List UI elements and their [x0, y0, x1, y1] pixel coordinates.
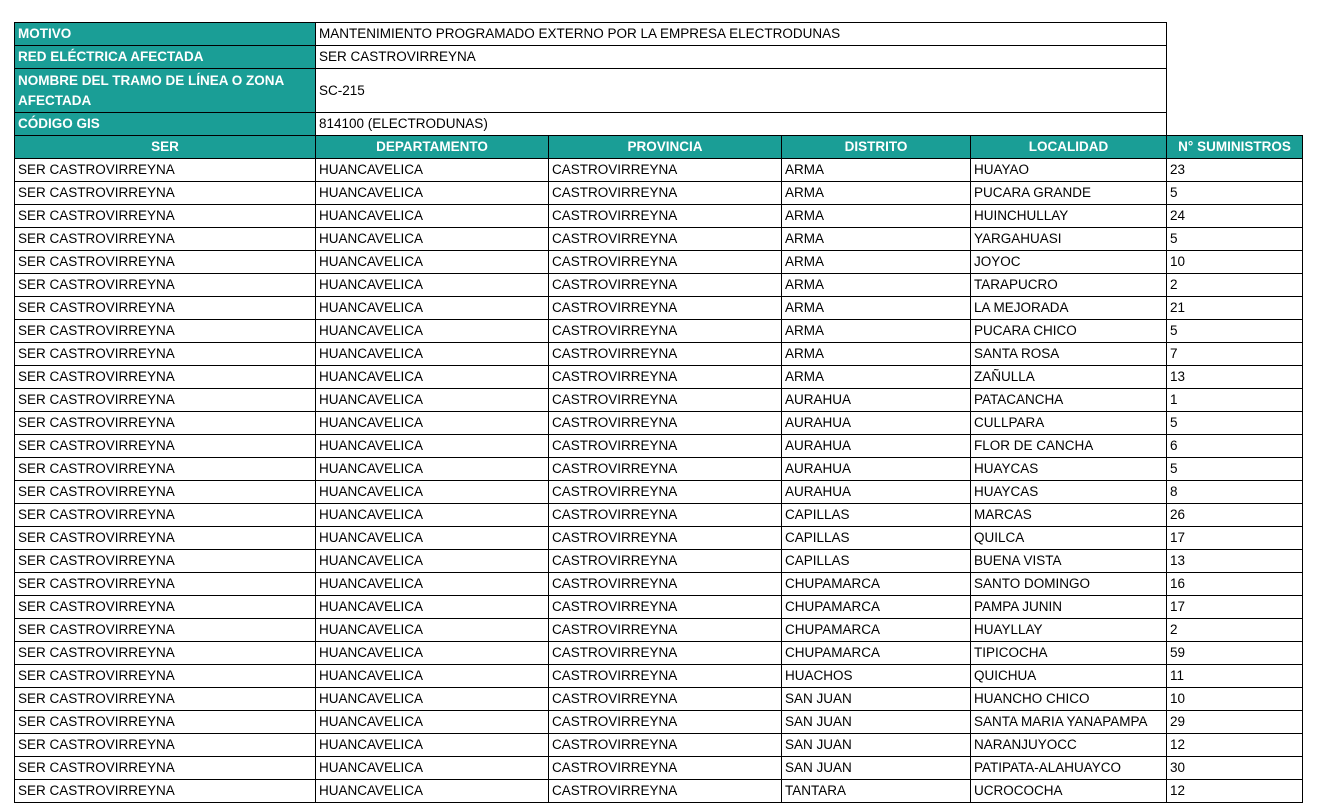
table-cell: HUANCAVELICA — [316, 688, 549, 711]
table-cell: TANTARA — [782, 780, 971, 803]
table-row — [15, 573, 1303, 596]
meta-label: NOMBRE DEL TRAMO DE LÍNEA O ZONA AFECTADA — [15, 69, 316, 113]
table-cell: ARMA — [782, 320, 971, 343]
table-row — [15, 389, 1303, 412]
table-cell: SER CASTROVIRREYNA — [15, 688, 316, 711]
table-cell: 12 — [1167, 780, 1303, 803]
table-cell: 5 — [1167, 182, 1303, 205]
table-cell: HUANCAVELICA — [316, 711, 549, 734]
table-cell: CAPILLAS — [782, 504, 971, 527]
table-cell: HUANCAVELICA — [316, 527, 549, 550]
table-cell: 30 — [1167, 757, 1303, 780]
table-cell: HUANCAVELICA — [316, 205, 549, 228]
table-cell: 59 — [1167, 642, 1303, 665]
table-cell: CULLPARA — [971, 412, 1167, 435]
table-cell: HUANCHO CHICO — [971, 688, 1167, 711]
column-header: PROVINCIA — [549, 136, 782, 159]
table-cell: SAN JUAN — [782, 688, 971, 711]
table-cell: SER CASTROVIRREYNA — [15, 596, 316, 619]
table-cell: 16 — [1167, 573, 1303, 596]
table-row — [15, 527, 1303, 550]
table-cell: CASTROVIRREYNA — [549, 228, 782, 251]
table-cell: SER CASTROVIRREYNA — [15, 780, 316, 803]
table-row — [15, 412, 1303, 435]
table-cell: CASTROVIRREYNA — [549, 205, 782, 228]
table-cell: 2 — [1167, 274, 1303, 297]
table-cell: 7 — [1167, 343, 1303, 366]
meta-row — [15, 23, 1303, 46]
table-cell: CASTROVIRREYNA — [549, 182, 782, 205]
table-cell: HUANCAVELICA — [316, 619, 549, 642]
table-cell: CASTROVIRREYNA — [549, 320, 782, 343]
table-cell: SER CASTROVIRREYNA — [15, 435, 316, 458]
table-row — [15, 366, 1303, 389]
table-cell: SER CASTROVIRREYNA — [15, 389, 316, 412]
column-header: DEPARTAMENTO — [316, 136, 549, 159]
table-cell: TIPICOCHA — [971, 642, 1167, 665]
table-cell: HUAYLLAY — [971, 619, 1167, 642]
meta-label: CÓDIGO GIS — [15, 113, 316, 136]
table-cell: SER CASTROVIRREYNA — [15, 182, 316, 205]
table-cell: CASTROVIRREYNA — [549, 412, 782, 435]
table-cell: HUANCAVELICA — [316, 228, 549, 251]
table-cell: AURAHUA — [782, 458, 971, 481]
table-cell: CASTROVIRREYNA — [549, 504, 782, 527]
table-cell: HUANCAVELICA — [316, 504, 549, 527]
meta-row — [15, 69, 1303, 113]
table-cell: SER CASTROVIRREYNA — [15, 458, 316, 481]
table-cell: ARMA — [782, 251, 971, 274]
table-cell: HUANCAVELICA — [316, 734, 549, 757]
table-cell: HUANCAVELICA — [316, 481, 549, 504]
table-cell: HUAYAO — [971, 159, 1167, 182]
table-cell: HUANCAVELICA — [316, 780, 549, 803]
table-row — [15, 642, 1303, 665]
table-cell: PAMPA JUNIN — [971, 596, 1167, 619]
table-cell: SAN JUAN — [782, 711, 971, 734]
table-row — [15, 458, 1303, 481]
table-cell: 5 — [1167, 458, 1303, 481]
table-cell: SER CASTROVIRREYNA — [15, 205, 316, 228]
table-cell: SER CASTROVIRREYNA — [15, 642, 316, 665]
table-cell: CASTROVIRREYNA — [549, 734, 782, 757]
table-cell: SER CASTROVIRREYNA — [15, 757, 316, 780]
table-row — [15, 596, 1303, 619]
table-cell: PUCARA GRANDE — [971, 182, 1167, 205]
table-cell: PATIPATA-ALAHUAYCO — [971, 757, 1167, 780]
table-row — [15, 228, 1303, 251]
meta-spacer — [1167, 69, 1303, 113]
table-cell: ZAÑULLA — [971, 366, 1167, 389]
table-cell: 12 — [1167, 734, 1303, 757]
table-cell: SER CASTROVIRREYNA — [15, 251, 316, 274]
table-cell: PATACANCHA — [971, 389, 1167, 412]
table-cell: FLOR DE CANCHA — [971, 435, 1167, 458]
table-cell: HUANCAVELICA — [316, 182, 549, 205]
table-cell: ARMA — [782, 297, 971, 320]
meta-spacer — [1167, 23, 1303, 46]
column-header: DISTRITO — [782, 136, 971, 159]
table-cell: 2 — [1167, 619, 1303, 642]
table-cell: HUANCAVELICA — [316, 251, 549, 274]
table-cell: HUAYCAS — [971, 481, 1167, 504]
table-cell: CASTROVIRREYNA — [549, 573, 782, 596]
table-cell: HUACHOS — [782, 665, 971, 688]
table-cell: 6 — [1167, 435, 1303, 458]
meta-label: RED ELÉCTRICA AFECTADA — [15, 46, 316, 69]
table-cell: CASTROVIRREYNA — [549, 251, 782, 274]
table-cell: HUANCAVELICA — [316, 458, 549, 481]
table-row — [15, 734, 1303, 757]
table-cell: SER CASTROVIRREYNA — [15, 297, 316, 320]
table-row — [15, 665, 1303, 688]
table-cell: 21 — [1167, 297, 1303, 320]
table-cell: HUANCAVELICA — [316, 389, 549, 412]
table-cell: CASTROVIRREYNA — [549, 274, 782, 297]
table-row — [15, 297, 1303, 320]
table-cell: CASTROVIRREYNA — [549, 780, 782, 803]
table-cell: SER CASTROVIRREYNA — [15, 573, 316, 596]
table-cell: CHUPAMARCA — [782, 596, 971, 619]
table-cell: CASTROVIRREYNA — [549, 711, 782, 734]
table-cell: SER CASTROVIRREYNA — [15, 320, 316, 343]
table-cell: CASTROVIRREYNA — [549, 435, 782, 458]
table-row — [15, 343, 1303, 366]
table-cell: CASTROVIRREYNA — [549, 366, 782, 389]
table-cell: CASTROVIRREYNA — [549, 297, 782, 320]
table-cell: 10 — [1167, 688, 1303, 711]
table-cell: ARMA — [782, 274, 971, 297]
table-cell: HUANCAVELICA — [316, 320, 549, 343]
table-row — [15, 481, 1303, 504]
table-cell: SER CASTROVIRREYNA — [15, 366, 316, 389]
table-cell: SAN JUAN — [782, 757, 971, 780]
table-cell: HUANCAVELICA — [316, 412, 549, 435]
table-cell: CHUPAMARCA — [782, 619, 971, 642]
table-cell: QUICHUA — [971, 665, 1167, 688]
table-cell: HUANCAVELICA — [316, 642, 549, 665]
table-cell: CAPILLAS — [782, 550, 971, 573]
table-row — [15, 159, 1303, 182]
table-row — [15, 182, 1303, 205]
table-cell: HUANCAVELICA — [316, 573, 549, 596]
table-cell: TARAPUCRO — [971, 274, 1167, 297]
table-cell: CAPILLAS — [782, 527, 971, 550]
table-cell: HUANCAVELICA — [316, 297, 549, 320]
table-row — [15, 504, 1303, 527]
table-cell: 29 — [1167, 711, 1303, 734]
table-cell: HUANCAVELICA — [316, 159, 549, 182]
table-row — [15, 688, 1303, 711]
meta-row — [15, 113, 1303, 136]
table-cell: HUANCAVELICA — [316, 757, 549, 780]
table-cell: CASTROVIRREYNA — [549, 619, 782, 642]
table-cell: CASTROVIRREYNA — [549, 665, 782, 688]
meta-spacer — [1167, 46, 1303, 69]
table-row — [15, 205, 1303, 228]
table-cell: HUANCAVELICA — [316, 435, 549, 458]
table-cell: 17 — [1167, 596, 1303, 619]
table-cell: HUANCAVELICA — [316, 343, 549, 366]
table-cell: CASTROVIRREYNA — [549, 481, 782, 504]
meta-value: SER CASTROVIRREYNA — [316, 46, 1167, 69]
meta-value: 814100 (ELECTRODUNAS) — [316, 113, 1167, 136]
table-cell: CASTROVIRREYNA — [549, 389, 782, 412]
table-cell: ARMA — [782, 182, 971, 205]
table-cell: QUILCA — [971, 527, 1167, 550]
table-cell: HUANCAVELICA — [316, 550, 549, 573]
table-cell: HUANCAVELICA — [316, 596, 549, 619]
table-cell: 23 — [1167, 159, 1303, 182]
table-cell: 26 — [1167, 504, 1303, 527]
table-cell: CASTROVIRREYNA — [549, 757, 782, 780]
table-cell: SER CASTROVIRREYNA — [15, 343, 316, 366]
table-cell: ARMA — [782, 343, 971, 366]
table-cell: 10 — [1167, 251, 1303, 274]
table-cell: 11 — [1167, 665, 1303, 688]
meta-label: MOTIVO — [15, 23, 316, 46]
table-cell: UCROCOCHA — [971, 780, 1167, 803]
table-cell: CASTROVIRREYNA — [549, 688, 782, 711]
outage-report — [14, 22, 1303, 803]
table-row — [15, 619, 1303, 642]
table-cell: CHUPAMARCA — [782, 642, 971, 665]
table-cell: SANTO DOMINGO — [971, 573, 1167, 596]
data-section — [15, 159, 1303, 803]
table-cell: AURAHUA — [782, 389, 971, 412]
column-header: SER — [15, 136, 316, 159]
table-cell: SER CASTROVIRREYNA — [15, 734, 316, 757]
table-cell: MARCAS — [971, 504, 1167, 527]
meta-spacer — [1167, 113, 1303, 136]
table-cell: SER CASTROVIRREYNA — [15, 619, 316, 642]
table-cell: 24 — [1167, 205, 1303, 228]
meta-row — [15, 46, 1303, 69]
column-header: N° SUMINISTROS — [1167, 136, 1303, 159]
column-header-row — [15, 136, 1303, 159]
table-cell: YARGAHUASI — [971, 228, 1167, 251]
table-cell: NARANJUYOCC — [971, 734, 1167, 757]
table-cell: SER CASTROVIRREYNA — [15, 159, 316, 182]
table-cell: SER CASTROVIRREYNA — [15, 527, 316, 550]
table-cell: HUANCAVELICA — [316, 366, 549, 389]
table-cell: SER CASTROVIRREYNA — [15, 274, 316, 297]
table-cell: SANTA MARIA YANAPAMPA — [971, 711, 1167, 734]
table-cell: BUENA VISTA — [971, 550, 1167, 573]
table-cell: 5 — [1167, 412, 1303, 435]
table-cell: 5 — [1167, 228, 1303, 251]
table-row — [15, 251, 1303, 274]
table-cell: ARMA — [782, 205, 971, 228]
column-header-section — [15, 136, 1303, 159]
table-cell: SER CASTROVIRREYNA — [15, 504, 316, 527]
table-cell: ARMA — [782, 228, 971, 251]
table-cell: SER CASTROVIRREYNA — [15, 711, 316, 734]
table-cell: SAN JUAN — [782, 734, 971, 757]
table-cell: CASTROVIRREYNA — [549, 159, 782, 182]
table-cell: HUANCAVELICA — [316, 274, 549, 297]
table-cell: CASTROVIRREYNA — [549, 596, 782, 619]
table-cell: CASTROVIRREYNA — [549, 642, 782, 665]
table-cell: ARMA — [782, 159, 971, 182]
table-row — [15, 550, 1303, 573]
column-header: LOCALIDAD — [971, 136, 1167, 159]
table-cell: CASTROVIRREYNA — [549, 343, 782, 366]
meta-value: MANTENIMIENTO PROGRAMADO EXTERNO POR LA EMPRESA ELECTRODUNAS — [316, 23, 1167, 46]
outage-table — [14, 22, 1303, 803]
table-cell: SER CASTROVIRREYNA — [15, 550, 316, 573]
table-cell: AURAHUA — [782, 435, 971, 458]
table-cell: CASTROVIRREYNA — [549, 527, 782, 550]
table-cell: HUANCAVELICA — [316, 665, 549, 688]
table-cell: 17 — [1167, 527, 1303, 550]
table-cell: 1 — [1167, 389, 1303, 412]
table-cell: CASTROVIRREYNA — [549, 458, 782, 481]
table-cell: SANTA ROSA — [971, 343, 1167, 366]
table-cell: HUAYCAS — [971, 458, 1167, 481]
table-cell: LA MEJORADA — [971, 297, 1167, 320]
table-cell: JOYOC — [971, 251, 1167, 274]
table-cell: SER CASTROVIRREYNA — [15, 228, 316, 251]
table-cell: ARMA — [782, 366, 971, 389]
table-row — [15, 435, 1303, 458]
table-cell: CHUPAMARCA — [782, 573, 971, 596]
table-cell: PUCARA CHICO — [971, 320, 1167, 343]
table-cell: HUINCHULLAY — [971, 205, 1167, 228]
table-row — [15, 274, 1303, 297]
table-cell: SER CASTROVIRREYNA — [15, 412, 316, 435]
table-cell: 13 — [1167, 366, 1303, 389]
table-cell: 5 — [1167, 320, 1303, 343]
table-cell: AURAHUA — [782, 481, 971, 504]
table-cell: AURAHUA — [782, 412, 971, 435]
table-cell: 13 — [1167, 550, 1303, 573]
table-cell: SER CASTROVIRREYNA — [15, 481, 316, 504]
table-row — [15, 780, 1303, 803]
table-cell: SER CASTROVIRREYNA — [15, 665, 316, 688]
table-cell: 8 — [1167, 481, 1303, 504]
table-cell: CASTROVIRREYNA — [549, 550, 782, 573]
table-row — [15, 757, 1303, 780]
table-row — [15, 320, 1303, 343]
meta-section — [15, 23, 1303, 136]
table-row — [15, 711, 1303, 734]
meta-value: SC-215 — [316, 69, 1167, 113]
